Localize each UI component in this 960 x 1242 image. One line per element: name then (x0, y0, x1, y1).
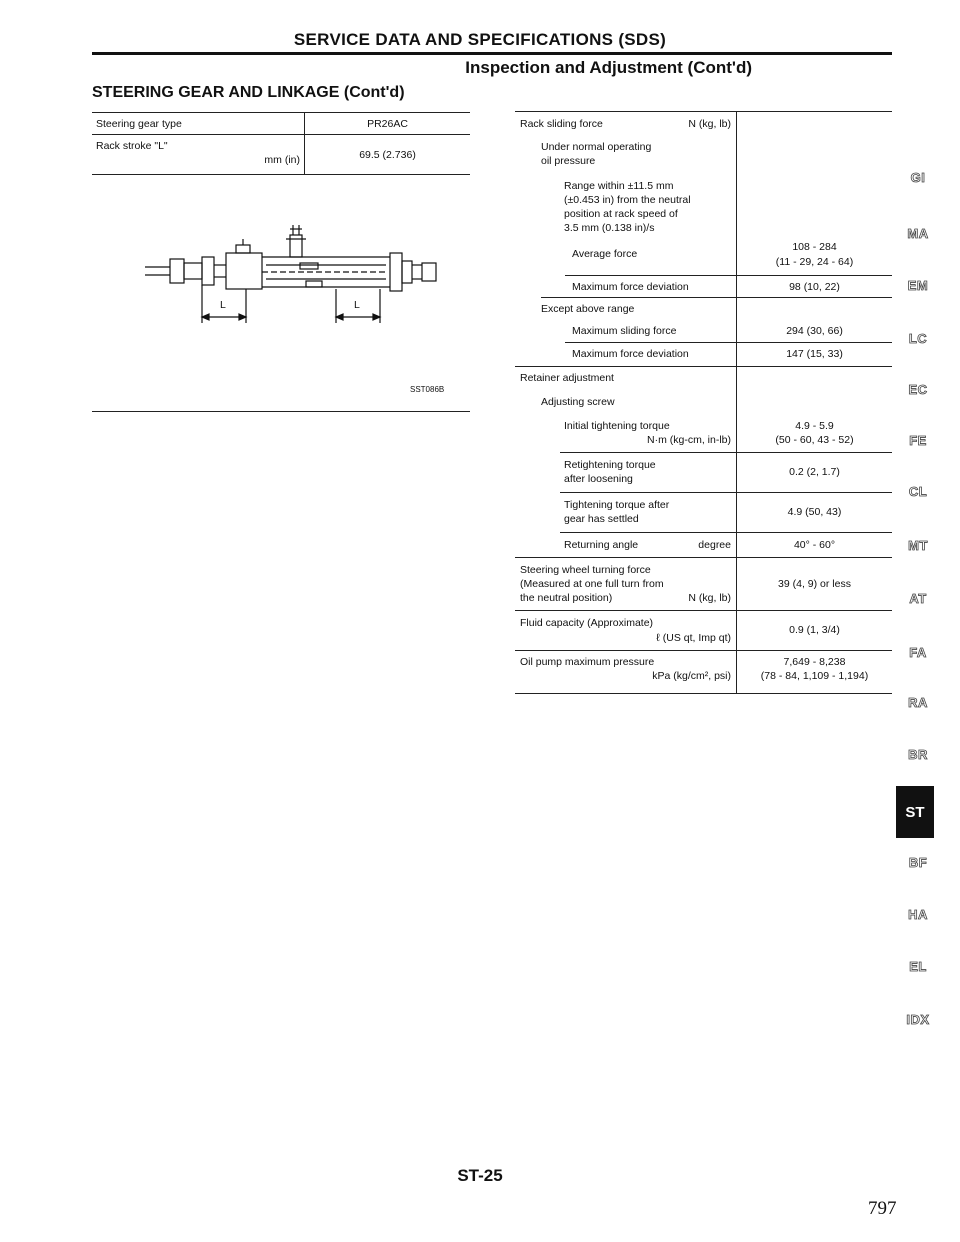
rack-stroke-unit: mm (in) (264, 154, 300, 166)
tab-ec[interactable]: EC (908, 382, 928, 397)
average-force-label: Average force (572, 248, 638, 260)
header-rule (92, 52, 892, 55)
returning-angle-value: 40° - 60° (793, 539, 836, 551)
torque-settled-line1: Tightening torque after (564, 499, 670, 511)
steering-gear-type-value: PR26AC (367, 118, 408, 130)
table-rule (560, 532, 892, 533)
steering-gear-type-label: Steering gear type (96, 118, 182, 130)
retightening-value: 0.2 (2, 1.7) (789, 466, 840, 478)
tab-gi[interactable]: GI (910, 170, 926, 185)
table-rule (92, 112, 470, 113)
fluid-capacity-value: 0.9 (1, 3/4) (789, 624, 840, 636)
except-above-range-label: Except above range (541, 303, 635, 315)
oil-pump-line2: kPa (kg/cm², psi) (652, 670, 731, 682)
tab-fe[interactable]: FE (909, 433, 927, 448)
steering-wheel-unit: N (kg, lb) (688, 592, 731, 604)
table-rule (92, 174, 470, 175)
max-force-deviation-value-1: 98 (10, 22) (789, 281, 840, 293)
average-force-value-1: 108 - 284 (792, 241, 837, 253)
retightening-line2: after loosening (564, 473, 633, 485)
torque-settled-value: 4.9 (50, 43) (787, 506, 842, 518)
tab-idx[interactable]: IDX (906, 1012, 930, 1027)
initial-torque-line1: Initial tightening torque (564, 420, 670, 432)
tab-mt[interactable]: MT (908, 538, 928, 553)
tab-ra[interactable]: RA (908, 695, 928, 710)
adjusting-screw-label: Adjusting screw (541, 396, 615, 408)
rack-stroke-label: Rack stroke "L" (96, 140, 168, 152)
initial-torque-value-1: 4.9 - 5.9 (795, 420, 834, 432)
torque-settled-line2: gear has settled (564, 513, 639, 525)
tab-fa[interactable]: FA (909, 645, 927, 660)
steering-gear-figure (140, 225, 440, 345)
table-rule (515, 557, 892, 558)
retainer-adjustment-label: Retainer adjustment (520, 372, 614, 384)
under-normal-line2: oil pressure (541, 155, 596, 167)
tab-ha[interactable]: HA (908, 907, 928, 922)
page-header-title: SERVICE DATA AND SPECIFICATIONS (SDS) (293, 30, 667, 49)
under-normal-line1: Under normal operating (541, 141, 652, 153)
steering-wheel-value: 39 (4, 9) or less (778, 578, 851, 590)
table-rule (515, 111, 892, 112)
table-divider (736, 111, 737, 693)
oil-pump-line1: Oil pump maximum pressure (520, 656, 655, 668)
table-rule (515, 693, 892, 694)
max-force-deviation-label-2: Maximum force deviation (572, 348, 689, 360)
steering-wheel-line1: Steering wheel turning force (520, 564, 651, 576)
returning-angle-label: Returning angle (564, 539, 639, 551)
dimension-label-left: L (220, 299, 226, 311)
table-divider (304, 112, 305, 174)
table-rule (560, 492, 892, 493)
retightening-line1: Retightening torque (564, 459, 656, 471)
table-rule (515, 366, 892, 367)
table-rule (565, 342, 892, 343)
table-rule (515, 610, 892, 611)
max-force-deviation-label-1: Maximum force deviation (572, 281, 689, 293)
returning-angle-unit: degree (698, 539, 731, 551)
table-rule (92, 134, 470, 135)
oil-pump-value-1: 7,649 - 8,238 (783, 656, 846, 668)
range-within-line4: 3.5 mm (0.138 in)/s (564, 222, 655, 234)
average-force-value-2: (11 - 29, 24 - 64) (775, 256, 854, 268)
tab-st-active[interactable]: ST (896, 786, 934, 838)
max-force-deviation-value-2: 147 (15, 33) (786, 348, 843, 360)
page-number: 797 (868, 1198, 897, 1219)
page-header-subtitle: Inspection and Adjustment (Cont'd) (465, 58, 752, 77)
rack-sliding-force-label: Rack sliding force (520, 118, 603, 130)
fluid-capacity-line1: Fluid capacity (Approximate) (520, 617, 654, 629)
figure-rule (92, 411, 470, 412)
steering-wheel-line3: the neutral position) (520, 592, 613, 604)
range-within-line1: Range within ±11.5 mm (564, 180, 674, 192)
initial-torque-value-2: (50 - 60, 43 - 52) (775, 434, 854, 446)
tab-cl[interactable]: CL (908, 484, 928, 499)
tab-em[interactable]: EM (907, 278, 929, 293)
footer-section-code: ST-25 (457, 1166, 503, 1185)
fluid-capacity-line2: ℓ (US qt, Imp qt) (656, 632, 731, 644)
tab-bf[interactable]: BF (908, 855, 928, 870)
table-rule (560, 452, 892, 453)
steering-gear-drawing (140, 225, 440, 345)
tab-br[interactable]: BR (908, 747, 928, 762)
range-within-line2: (±0.453 in) from the neutral (564, 194, 691, 206)
tab-ma[interactable]: MA (907, 226, 929, 241)
max-sliding-force-value: 294 (30, 66) (786, 325, 843, 337)
dimension-label-right: L (354, 299, 360, 311)
steering-wheel-line2: (Measured at one full turn from (520, 578, 664, 590)
initial-torque-line2: N·m (kg-cm, in-lb) (647, 434, 731, 446)
section-title: STEERING GEAR AND LINKAGE (Cont'd) (92, 84, 405, 101)
rack-stroke-value: 69.5 (2.736) (359, 149, 416, 161)
oil-pump-value-2: (78 - 84, 1,109 - 1,194) (760, 670, 869, 682)
rack-sliding-force-unit: N (kg, lb) (688, 118, 731, 130)
table-rule (541, 297, 892, 298)
range-within-line3: position at rack speed of (564, 208, 678, 220)
tab-lc[interactable]: LC (908, 331, 928, 346)
tab-el[interactable]: EL (909, 959, 927, 974)
table-rule (565, 275, 892, 276)
tab-at[interactable]: AT (909, 591, 927, 606)
table-rule (515, 650, 892, 651)
max-sliding-force-label: Maximum sliding force (572, 325, 677, 337)
figure-code: SST086B (410, 385, 445, 394)
